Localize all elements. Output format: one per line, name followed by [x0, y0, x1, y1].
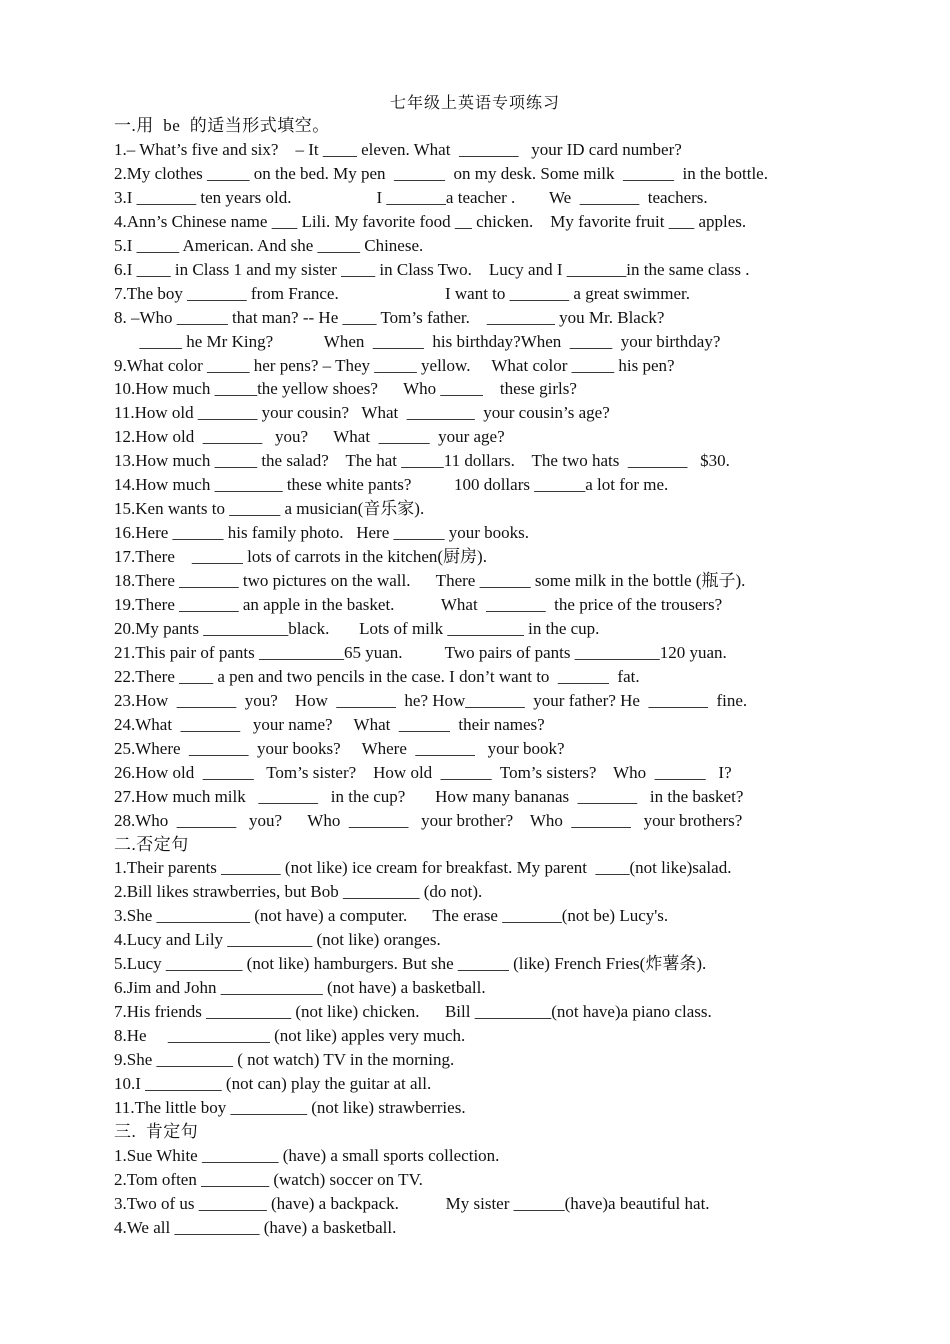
exercise-line: 16.Here ______ his family photo. Here ______ your books.: [114, 523, 530, 543]
exercise-line: 27.How much milk _______ in the cup? How many bananas _______ in the basket?: [114, 786, 744, 806]
exercise-line: 22.There ____ a pen and two pencils in the case. I don’t want to ______ fat.: [114, 666, 640, 686]
exercise-line: 26.How old ______ Tom’s sister? How old ______ Tom’s sisters? Who ______ I?: [114, 762, 732, 782]
exercise-line: 24.What _______ your name? What ______ their names?: [114, 714, 545, 734]
exercise-line: 14.How much ________ these white pants? 100 dollars ______a lot for me.: [114, 475, 669, 495]
exercise-line: 20.My pants __________black. Lots of milk _________ in the cup.: [114, 618, 600, 638]
exercise-line: 10.How much _____the yellow shoes? Who _____ these girls?: [114, 379, 577, 399]
exercise-line: 1.Sue White _________ (have) a small sports collection.: [114, 1145, 500, 1165]
exercise-line: 9.She _________ ( not watch) TV in the morning.: [114, 1050, 455, 1070]
exercise-line: 6.Jim and John ____________ (not have) a basketball.: [114, 978, 486, 998]
exercise-line: 5.Lucy _________ (not like) hamburgers. But she ______ (like) French Fries(炸薯条).: [114, 954, 707, 974]
exercise-line: 1.– What’s five and six? – It ____ eleven. What _______ your ID card number?: [114, 139, 682, 159]
exercise-line: 9.What color _____ her pens? – They _____ yellow. What color _____ his pen?: [114, 355, 675, 375]
exercise-line: 8.He ____________ (not like) apples very much.: [114, 1026, 466, 1046]
exercise-line: 1.Their parents _______ (not like) ice cream for breakfast. My parent ____(not like)salad.: [114, 858, 732, 878]
exercise-line: 12.How old _______ you? What ______ your age?: [114, 427, 505, 447]
exercise-line: 4.Lucy and Lily __________ (not like) oranges.: [114, 930, 441, 950]
exercise-line: 19.There _______ an apple in the basket. What _______ the price of the trousers?: [114, 595, 723, 614]
exercise-line: 6.I ____ in Class 1 and my sister ____ in Class Two. Lucy and I _______in the same class .: [114, 259, 750, 279]
exercise-line: 2.Bill likes strawberries, but Bob _________ (do not).: [114, 882, 483, 902]
exercise-line: 3.I _______ ten years old. I _______a teacher . We _______ teachers.: [114, 187, 708, 207]
exercise-line: 10.I _________ (not can) play the guitar at all.: [114, 1074, 432, 1093]
exercise-line: 18.There _______ two pictures on the wall. There ______ some milk in the bottle (瓶子).: [114, 571, 746, 591]
exercise-line: 4.Ann’s Chinese name ___ Lili. My favorite food __ chicken. My favorite fruit ___ apples.: [114, 211, 747, 231]
exercise-line: 25.Where _______ your books? Where _______ your book?: [114, 738, 565, 758]
exercise-line: 21.This pair of pants __________65 yuan. Two pairs of pants __________120 yuan.: [114, 642, 727, 662]
exercise-line: 3.Two of us ________ (have) a backpack. My sister ______(have)a beautiful hat.: [114, 1193, 710, 1213]
exercise-line: 15.Ken wants to ______ a musician(音乐家).: [114, 499, 425, 519]
exercise-line: _____ he Mr King? When ______ his birthday?When _____ your birthday?: [114, 331, 721, 351]
exercise-line: 17.There ______ lots of carrots in the kitchen(厨房).: [114, 547, 487, 567]
exercise-line: 8. –Who ______ that man? -- He ____ Tom’s father. ________ you Mr. Black?: [114, 307, 665, 327]
exercise-line: 11.How old _______ your cousin? What ________ your cousin’s age?: [114, 403, 610, 423]
exercise-line: 4.We all __________ (have) a basketball.: [114, 1217, 397, 1237]
exercise-line: 2.My clothes _____ on the bed. My pen ______ on my desk. Some milk ______ in the bottle.: [114, 163, 768, 183]
page-title: 七年级上英语专项练习: [389, 95, 560, 112]
exercise-line: 28.Who _______ you? Who _______ your brother? Who _______ your brothers?: [114, 810, 743, 830]
exercise-line: 7.The boy _______ from France. I want to _______ a great swimmer.: [114, 283, 691, 303]
exercise-line: 23.How _______ you? How _______ he? How_______ your father? He _______ fine.: [114, 690, 748, 710]
section-heading: 三. 肯定句: [114, 1121, 199, 1141]
exercise-line: 13.How much _____ the salad? The hat _____11 dollars. The two hats _______ $30.: [114, 451, 730, 471]
exercise-line: 3.She ___________ (not have) a computer. The erase _______(not be) Lucy's.: [114, 906, 669, 926]
exercise-line: 5.I _____ American. And she _____ Chinese.: [114, 235, 424, 255]
exercise-line: 7.His friends __________ (not like) chicken. Bill _________(not have)a piano class.: [114, 1002, 712, 1022]
section-heading: 二.否定句: [114, 834, 189, 854]
exercise-line: 2.Tom often ________ (watch) soccer on TV.: [114, 1169, 423, 1189]
exercise-line: 11.The little boy _________ (not like) strawberries.: [114, 1097, 466, 1117]
section-heading: 一.用 be 的适当形式填空。: [114, 116, 330, 135]
